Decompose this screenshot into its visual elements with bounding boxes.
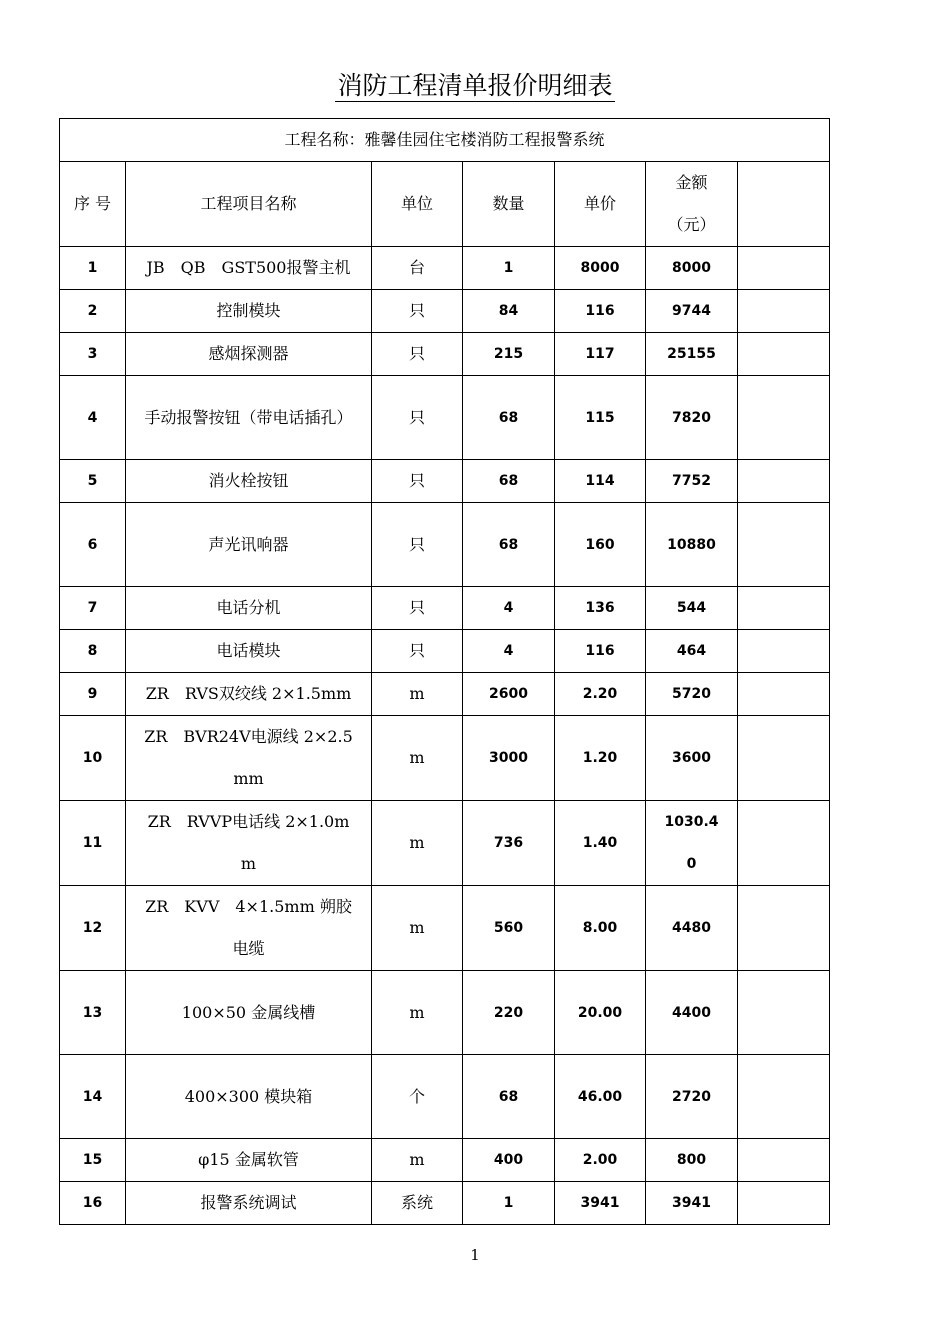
row-name-cell [126,247,372,290]
row-name-cell [126,801,372,886]
row-unit-cell-text: 个 [408,1086,425,1106]
row-unit-cell [372,673,463,716]
quotation-table-body [60,119,830,1225]
table-row [60,587,830,630]
row-name-cell-text: 电话分机 [216,598,281,617]
row-qty-cell [463,801,555,886]
row-seq-cell [60,801,126,886]
row-amount-cell [646,1182,738,1225]
row-amount-cell [646,630,738,673]
row-qty-cell [463,376,555,460]
row-unit-cell [372,1182,463,1225]
row-name-cell-text: 电话模块 [216,641,281,660]
row-name-cell-text: 控制模块 [216,301,281,320]
row-unit-cell-text: 只 [408,407,425,427]
row-amount-cell [646,886,738,971]
row-unit-cell-text: 只 [408,471,425,490]
row-qty-cell [463,247,555,290]
row-price-cell-text: 136 [585,600,615,616]
row-name-cell [126,376,372,460]
row-extra-cell [738,886,830,971]
row-qty-cell-text: 68 [498,473,519,489]
row-amount-cell [646,1055,738,1139]
row-extra-cell [738,460,830,503]
row-price-cell-text: 20.00 [577,1004,623,1021]
row-seq-cell-text: 10 [82,750,103,766]
row-price-cell [555,460,646,503]
row-qty-cell-text: 84 [498,303,519,319]
row-unit-cell [372,376,463,460]
header-qty: 数量 [463,162,555,247]
row-qty-cell-text: 736 [493,835,524,851]
row-price-cell [555,630,646,673]
row-seq-cell-text: 8 [87,643,98,659]
row-qty-cell-text: 2600 [489,686,528,702]
row-seq-cell [60,460,126,503]
table-row [60,247,830,290]
table-row [60,503,830,587]
row-name-cell-text: ZR RVVP电话线 2×1.0mm [147,812,350,873]
row-price-cell-text: 117 [585,346,615,362]
row-price-cell [555,1182,646,1225]
row-amount-cell-text: 9744 [672,303,711,319]
row-price-cell-text: 2.00 [582,1152,618,1168]
row-unit-cell-text: m [409,1150,425,1169]
row-amount-cell [646,503,738,587]
header-extra [738,162,830,247]
row-name-cell-text: JB QB GST500报警主机 [146,258,351,277]
row-seq-cell [60,290,126,333]
row-price-cell [555,716,646,801]
row-price-cell-text: 8000 [580,260,620,276]
row-name-cell-text: 报警系统调试 [200,1193,297,1212]
row-amount-cell [646,971,738,1055]
row-name-cell [126,587,372,630]
row-price-cell-text: 8.00 [582,920,618,936]
row-seq-cell-text: 15 [82,1152,103,1168]
row-amount-cell-text: 544 [676,600,707,616]
row-unit-cell [372,630,463,673]
row-qty-cell-text: 1 [503,1195,514,1211]
row-name-cell [126,290,372,333]
row-price-cell [555,673,646,716]
row-amount-cell-text: 1030.40 [664,814,719,872]
row-unit-cell-text: 只 [408,598,425,617]
row-name-cell [126,886,372,971]
row-price-cell [555,1139,646,1182]
row-extra-cell [738,673,830,716]
row-qty-cell [463,1139,555,1182]
row-name-cell [126,503,372,587]
row-unit-cell-text: 只 [408,534,425,554]
row-seq-cell-text: 11 [82,835,103,851]
row-price-cell-text: 46.00 [577,1088,623,1105]
row-name-cell-text: ZR RVS双绞线 2×1.5mm [145,684,352,703]
row-seq-cell-text: 5 [87,473,98,489]
row-seq-cell-text: 9 [87,686,98,702]
row-qty-cell [463,587,555,630]
row-seq-cell [60,673,126,716]
row-qty-cell-text: 1 [503,260,514,276]
row-unit-cell [372,1139,463,1182]
row-price-cell-text: 116 [585,643,615,659]
row-price-cell-text: 2.20 [582,686,618,702]
row-price-cell [555,333,646,376]
row-seq-cell [60,376,126,460]
row-seq-cell [60,1055,126,1139]
row-amount-cell-text: 800 [676,1152,707,1168]
row-price-cell-text: 1.40 [582,835,618,851]
row-unit-cell [372,587,463,630]
row-unit-cell [372,503,463,587]
row-name-cell-text: 手动报警按钮（带电话插孔） [144,407,353,427]
row-unit-cell-text: m [409,684,425,703]
table-row [60,1182,830,1225]
header-unit: 单位 [372,162,463,247]
table-row [60,1055,830,1139]
row-qty-cell [463,460,555,503]
row-amount-cell-text: 464 [676,643,707,659]
table-row [60,716,830,801]
row-qty-cell [463,716,555,801]
row-amount-cell-text: 5720 [672,686,711,702]
row-extra-cell [738,333,830,376]
row-price-cell-text: 116 [585,303,615,319]
row-amount-cell [646,247,738,290]
row-amount-cell [646,460,738,503]
row-seq-cell-text: 1 [87,260,98,276]
row-qty-cell-text: 68 [498,409,519,426]
row-qty-cell [463,673,555,716]
row-unit-cell [372,1055,463,1139]
row-unit-cell [372,247,463,290]
row-price-cell-text: 1.20 [582,750,618,766]
header-name: 工程项目名称 [126,162,372,247]
header-seq: 序 号 [60,162,126,247]
row-seq-cell [60,971,126,1055]
row-seq-cell-text: 16 [82,1195,103,1211]
row-price-cell [555,376,646,460]
row-qty-cell-text: 3000 [489,750,528,766]
row-price-cell [555,587,646,630]
row-price-cell [555,503,646,587]
row-seq-cell [60,630,126,673]
row-seq-cell [60,333,126,376]
row-amount-cell-text: 3941 [672,1195,711,1211]
row-qty-cell-text: 215 [493,346,524,362]
row-seq-cell [60,716,126,801]
row-unit-cell [372,290,463,333]
row-extra-cell [738,630,830,673]
row-name-cell [126,716,372,801]
table-row [60,801,830,886]
row-extra-cell [738,376,830,460]
table-row [60,886,830,971]
row-unit-cell [372,333,463,376]
row-qty-cell-text: 68 [498,536,519,553]
row-amount-cell-text: 2720 [672,1088,711,1105]
row-unit-cell [372,971,463,1055]
row-qty-cell-text: 220 [493,1004,524,1021]
row-amount-cell [646,1139,738,1182]
row-qty-cell [463,290,555,333]
row-extra-cell [738,971,830,1055]
row-amount-cell [646,673,738,716]
row-seq-cell [60,1139,126,1182]
row-seq-cell [60,587,126,630]
row-extra-cell [738,247,830,290]
row-unit-cell-text: m [409,1002,425,1022]
row-name-cell-text: φ15 金属软管 [198,1150,299,1169]
table-row [60,1139,830,1182]
row-price-cell [555,886,646,971]
row-unit-cell [372,886,463,971]
page-number: 1 [470,1246,480,1264]
row-extra-cell [738,587,830,630]
row-amount-cell [646,376,738,460]
table-row [60,673,830,716]
row-name-cell-text: 感烟探测器 [208,344,289,363]
row-price-cell [555,971,646,1055]
document-title [0,68,950,104]
header-amount-text: 金额（元） [667,173,716,234]
row-unit-cell [372,801,463,886]
row-seq-cell [60,247,126,290]
row-amount-cell [646,290,738,333]
row-unit-cell-text: 系统 [400,1193,433,1212]
row-seq-cell-text: 13 [82,1004,103,1021]
row-amount-cell-text: 8000 [672,260,711,276]
row-qty-cell-text: 4 [503,600,514,616]
row-price-cell-text: 3941 [580,1195,620,1211]
row-name-cell [126,673,372,716]
row-price-cell-text: 114 [585,473,615,489]
row-qty-cell [463,886,555,971]
row-name-cell [126,1139,372,1182]
header-row [60,162,830,247]
row-name-cell-text: 100×50 金属线槽 [181,1002,316,1022]
row-unit-cell [372,460,463,503]
row-unit-cell-text: 只 [408,344,425,363]
row-price-cell [555,801,646,886]
row-name-cell-text: ZR BVR24V电源线 2×2.5mm [144,727,353,788]
row-unit-cell-text: m [409,833,425,852]
row-qty-cell [463,971,555,1055]
row-amount-cell [646,333,738,376]
row-name-cell [126,460,372,503]
row-name-cell-text: 声光讯响器 [208,534,289,554]
row-qty-cell-text: 560 [493,920,524,936]
row-amount-cell-text: 4480 [672,920,711,936]
row-price-cell [555,290,646,333]
row-seq-cell-text: 7 [87,600,98,616]
table-row [60,971,830,1055]
row-seq-cell [60,503,126,587]
row-price-cell [555,247,646,290]
row-name-cell-text: ZR KVV 4×1.5mm 朔胶电缆 [145,897,352,958]
row-name-cell-text: 消火栓按钮 [208,471,289,490]
row-extra-cell [738,503,830,587]
row-amount-cell-text: 7820 [672,409,711,426]
header-amount [646,162,738,247]
document-title-text: 消防工程清单报价明细表 [337,71,613,100]
row-qty-cell [463,1182,555,1225]
row-amount-cell [646,716,738,801]
row-qty-cell [463,333,555,376]
row-name-cell [126,1055,372,1139]
row-qty-cell-text: 400 [493,1152,524,1168]
row-unit-cell-text: m [409,918,425,937]
row-seq-cell-text: 14 [82,1088,103,1105]
row-unit-cell-text: 台 [408,258,425,277]
row-unit-cell-text: m [409,748,425,767]
table-row [60,290,830,333]
row-unit-cell [372,716,463,801]
row-price-cell-text: 115 [585,409,615,426]
row-extra-cell [738,1055,830,1139]
row-price-cell [555,1055,646,1139]
row-seq-cell-text: 3 [87,346,98,362]
row-seq-cell [60,886,126,971]
row-qty-cell [463,503,555,587]
row-qty-cell-text: 4 [503,643,514,659]
table-row [60,376,830,460]
row-amount-cell-text: 3600 [672,750,711,766]
row-name-cell [126,971,372,1055]
header-price: 单价 [555,162,646,247]
row-seq-cell-text: 4 [87,409,98,426]
row-extra-cell [738,290,830,333]
row-amount-cell-text: 7752 [672,473,711,489]
row-amount-cell-text: 25155 [667,346,716,362]
row-amount-cell [646,801,738,886]
row-amount-cell [646,587,738,630]
row-name-cell-text: 400×300 模块箱 [184,1086,313,1106]
table-row [60,333,830,376]
project-row [60,119,830,162]
row-qty-cell-text: 68 [498,1088,519,1105]
row-seq-cell-text: 6 [87,536,98,553]
row-unit-cell-text: 只 [408,301,425,320]
row-name-cell [126,630,372,673]
row-amount-cell-text: 10880 [667,536,716,553]
row-unit-cell-text: 只 [408,641,425,660]
quotation-table [59,118,830,1225]
table-row [60,460,830,503]
row-name-cell [126,1182,372,1225]
row-extra-cell [738,1139,830,1182]
row-qty-cell [463,630,555,673]
row-price-cell-text: 160 [585,536,615,553]
row-qty-cell [463,1055,555,1139]
row-seq-cell-text: 12 [82,920,103,936]
row-seq-cell [60,1182,126,1225]
project-name-cell: 工程名称：雅馨佳园住宅楼消防工程报警系统 [60,119,830,162]
row-seq-cell-text: 2 [87,303,98,319]
row-extra-cell [738,716,830,801]
row-extra-cell [738,801,830,886]
table-row [60,630,830,673]
row-amount-cell-text: 4400 [672,1004,711,1021]
row-name-cell [126,333,372,376]
row-extra-cell [738,1182,830,1225]
